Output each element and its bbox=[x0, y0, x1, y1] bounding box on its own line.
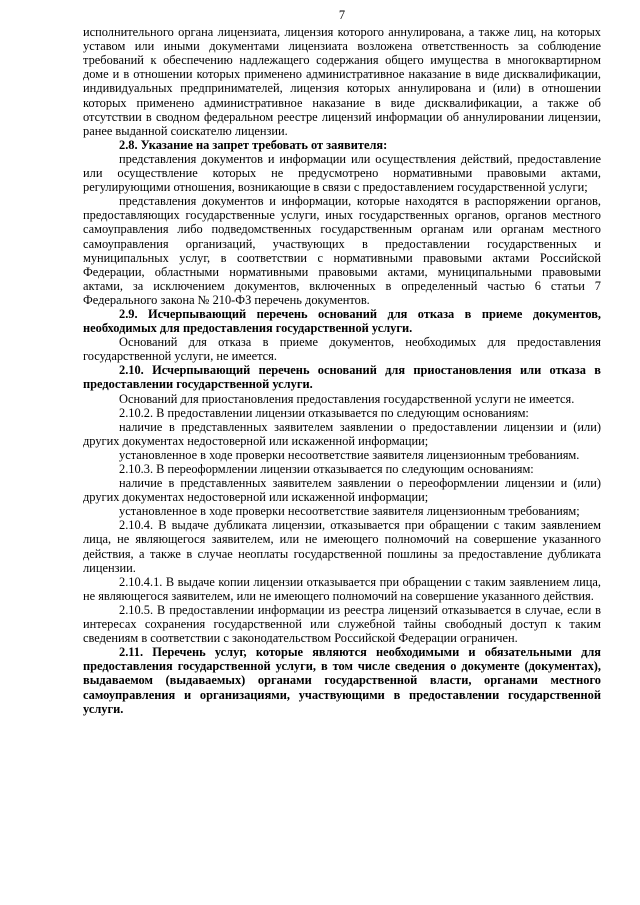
body-paragraph: исполнительного органа лицензиата, лицензия которого аннулирована, а также лиц, на которых уставом или иными документами лицензиата возложена ответственность за соблюдение требований к обеспечению надлежащего содержания общего имущества в многоквартирном доме и в отношении которых применено административное наказание в виде дисквалификации, индивидуальных предпринимателей, лицензия которых аннулирована и (или) в отношении которых применено административное наказание в виде дисквалификации, а также об отсутствии в сводном федеральном реестре лицензий информации об аннулировании лицензии, ранее выданной соискателю лицензии. bbox=[83, 25, 601, 138]
body-paragraph: представления документов и информации или осуществления действий, предоставление или осуществление которых не предусмотрено нормативными правовыми актами, регулирующими отношения, возникающие в связи с предоставлением государственной услуги; bbox=[83, 151, 601, 195]
body-paragraph: наличие в представленных заявителем заявлении о переоформлении лицензии и (или) других документах недостоверной или искаженной информации; bbox=[83, 476, 601, 505]
body-paragraph: наличие в представленных заявителем заявлении о предоставлении лицензии и (или) других документах недостоверной или искаженной информации; bbox=[83, 419, 601, 448]
page-number: 7 bbox=[338, 8, 346, 22]
body-paragraph: 2.10.2. В предоставлении лицензии отказывается по следующим основаниям: bbox=[119, 405, 529, 420]
document-body bbox=[83, 25, 601, 716]
body-paragraph: установленное в ходе проверки несоответствие заявителя лицензионным требованиям; bbox=[119, 504, 580, 519]
body-paragraph: 2.10.5. В предоставлении информации из реестра лицензий отказывается в случае, если в интересах сохранения государственной или служебной тайны свободный доступ к таким сведениям в соответствии с законодательством Российской Федерации ограничен. bbox=[83, 602, 601, 646]
body-paragraph: представления документов и информации, которые находятся в распоряжении органов, предоставляющих государственные услуги, иных государственных органов, органов местного самоуправления либо подведомственных государственным органам или органам местного самоуправления организаций, участвующих в предоставлении государственных и муниципальных услуг, в соответствии с нормативными правовыми актами Российской Федерации, областными нормативными правовыми актами, муниципальными правовыми актами, за исключением документов, включенных в определенный частью 6 статьи 7 Федерального закона № 210-ФЗ перечень документов. bbox=[83, 194, 601, 307]
section-heading: 2.11. Перечень услуг, которые являются необходимыми и обязательными для предоставления государственной услуги, в том числе сведения о документе (документах), выдаваемом (выдаваемых) органами государственной власти, органами местного самоуправления и организациями, участвующими в предоставлении государственной услуги. bbox=[83, 645, 601, 716]
body-paragraph: 2.10.3. В переоформлении лицензии отказывается по следующим основаниям: bbox=[119, 462, 534, 476]
body-paragraph: Оснований для отказа в приеме документов, необходимых для предоставления государственной услуги, не имеется. bbox=[83, 335, 601, 364]
section-heading: 2.10. Исчерпывающий перечень оснований для приостановления или отказа в предоставлении государственной услуги. bbox=[83, 363, 601, 392]
body-paragraph: Оснований для приостановления предоставления государственной услуги не имеется. bbox=[119, 391, 575, 406]
section-heading: 2.9. Исчерпывающий перечень оснований для отказа в приеме документов, необходимых для предоставления государственной услуги. bbox=[83, 306, 601, 336]
body-paragraph: 2.10.4.1. В выдаче копии лицензии отказывается при обращении с таким заявлением лица, не являющегося заявителем, или не имеющего полномочий на совершение указанного действия. bbox=[83, 574, 601, 603]
body-paragraph: установленное в ходе проверки несоответствие заявителя лицензионным требованиям. bbox=[119, 447, 580, 462]
section-heading: 2.8. Указание на запрет требовать от заявителя: bbox=[119, 137, 388, 152]
body-paragraph: 2.10.4. В выдаче дубликата лицензии, отказывается при обращении с таким заявлением лица, не являющегося заявителем, или не имеющего полномочий на совершение указанного действия, а также в случае неоплаты государственной пошлины за предоставление дубликата лицензии. bbox=[83, 518, 601, 575]
